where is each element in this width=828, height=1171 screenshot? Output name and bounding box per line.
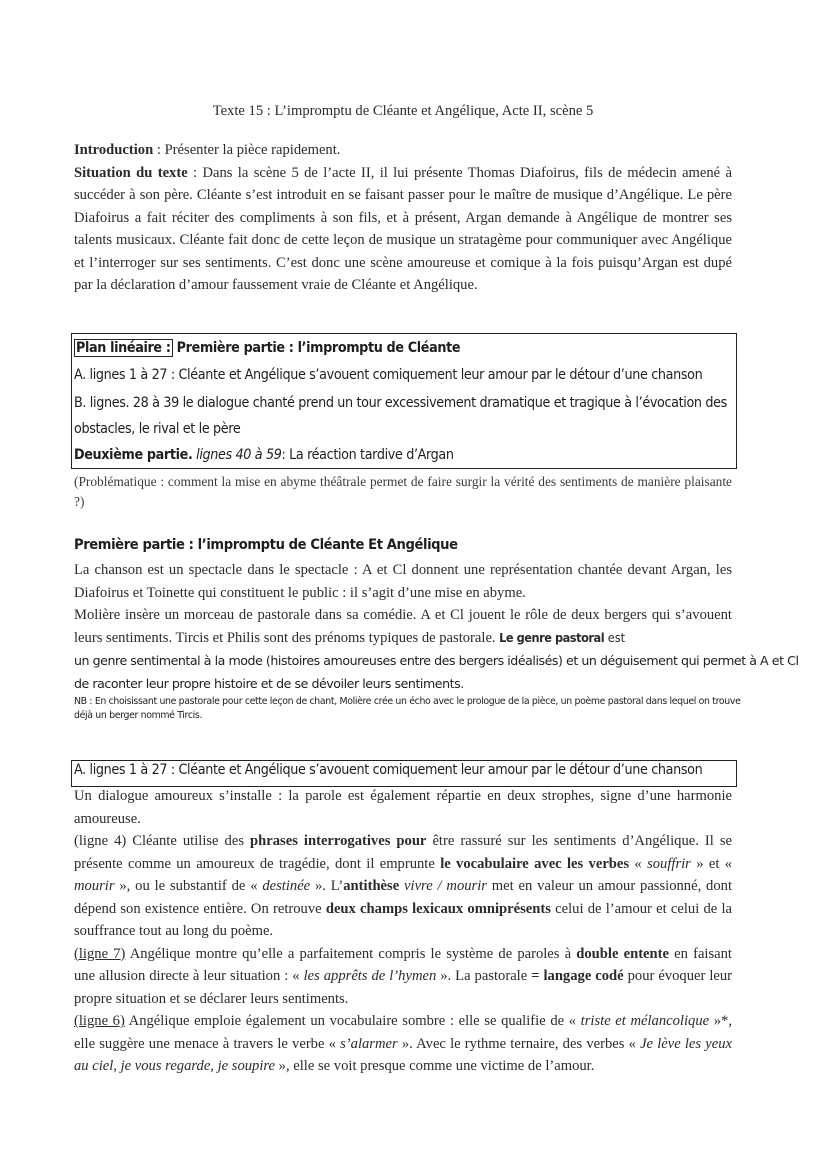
text-run: ». La pastorale [436, 968, 532, 984]
text-run: », ou le substantif de « [114, 878, 263, 894]
bold-run: antithèse [343, 878, 400, 894]
section-a-para3 [74, 943, 732, 1011]
section1-para2 [74, 604, 732, 649]
bold-run: = langage codé [531, 968, 624, 984]
plan-line-a: A. lignes 1 à 27 : Cléante et Angélique s’avouent comiquement leur amour par le détour d’une chanson [74, 367, 703, 383]
text-run: »*, elle suggère une menace à travers le verbe « [74, 1013, 732, 1052]
text-run: (ligne 4) Cléante utilise des [74, 833, 251, 849]
plan-part2-label: Deuxième partie. [74, 447, 193, 463]
section1-para1: La chanson est un spectacle dans le spectacle : A et Cl donnent une représentation chantée devant Argan, les Diafoirus et Toinette qui constituent le public : il s’agit d’une mise en abyme. [74, 562, 732, 601]
section-a-para1: Un dialogue amoureux s’installe : la parole est également répartie en deux strophes, signe d’une harmonie amoureuse. [74, 788, 732, 827]
situation-label: Situation du texte [74, 164, 188, 181]
line-ref: (ligne 7) [74, 945, 126, 962]
text-run: ». L’ [310, 878, 344, 894]
section-a-para2 [74, 830, 732, 943]
section1-heading: Première partie : l’impromptu de Cléante Et Angélique [74, 536, 458, 553]
situation-paragraph [74, 162, 732, 297]
situation-text: : Dans la scène 5 de l’acte II, il lui présente Thomas Diafoirus, fils de médecin amené à succéder à son père. Cléante s’est introduit en se faisant passer pour le maître de musique d’Angélique. Le père Diafoirus a fait réciter des compliments à son fils, et à présent, Argan demande à Angélique de montrer ses talents musicaux. Cléante fait donc de cette leçon de musique un stratagème pour communiquer avec Angélique et l’interroger sur ses sentiments. C’est donc une scène amoureuse et comique à la fois puisqu’Argan est dupé par la déclaration d’amour faussement vraie de Cléante et Angélique. [74, 164, 732, 293]
plan-part2-lines: lignes 40 à 59 [192, 447, 282, 463]
nb-line2: déjà un berger nommé Tircis. [74, 710, 203, 721]
section1-body [74, 559, 799, 723]
line-ref: (ligne 6) [74, 1013, 125, 1029]
plan-part1: Première partie : l’impromptu de Cléante [172, 340, 461, 356]
plan-heading-line [74, 340, 744, 356]
text-run: être rassuré sur les sentiments d’Angélique. Il se présente comme un amoureux de tragédie, dont il emprunte [74, 833, 732, 872]
italic-run: triste et mélancolique [580, 1013, 710, 1029]
genre-rest: est [604, 629, 626, 645]
plan-line-b1: B. lignes. 28 à 39 le dialogue chanté prend un tour excessivement dramatique et tragique à l’évocation des [74, 395, 727, 411]
problematique: (Problématique : comment la mise en abyme théâtrale permet de faire surgir la vérité des sentiments de manière plaisante ?) [74, 474, 732, 509]
text-run: « [629, 855, 648, 872]
section-a-para4 [74, 1010, 732, 1078]
bold-run: phrases interrogatives pour [250, 833, 427, 849]
italic-run: souffrir [647, 855, 691, 872]
genre-pastoral-bold: Le genre pastoral [495, 629, 605, 645]
plan-part2-line [74, 447, 744, 463]
nb-line1: NB : En choisissant une pastorale pour cette leçon de chant, Molière crée un écho avec le prologue de la pièce, un poème pastoral dans lequel on trouve [74, 696, 741, 707]
text-run: en faisant une allusion directe à leur situation : « [74, 945, 732, 984]
italic-run: les apprêts de l’hymen [303, 968, 437, 984]
bold-run: double entente [576, 945, 669, 962]
text-run: Angélique montre qu’elle a parfaitement compris le système de paroles à [125, 945, 577, 962]
italic-run: mourir [74, 878, 115, 894]
genre-line3: de raconter leur propre histoire et de se dévoiler leurs sentiments. [74, 676, 464, 691]
section1-para2-text: Molière insère un morceau de pastorale dans sa comédie. A et Cl jouent le rôle de deux bergers qui s’avouent leurs sentiments. Tircis et Philis sont des prénoms typiques de pastorale. [74, 607, 732, 646]
bold-run: deux champs lexicaux omniprésents [325, 900, 551, 917]
text-run: » et « [690, 855, 733, 872]
document-title: Texte 15 : L’impromptu de Cléante et Angélique, Acte II, scène 5 [212, 103, 594, 119]
genre-line2: un genre sentimental à la mode (histoires amoureuses entre des bergers idéalisés) et un déguisement qui permet à A et Cl [74, 653, 799, 668]
text-run: met en valeur un amour passionné, dont dépend son existence entière. On retrouve [74, 878, 733, 917]
italic-run: destinée [262, 878, 311, 894]
text-run: », elle se voit presque comme une victime de l’amour. [275, 1058, 595, 1074]
bold-run: le vocabulaire avec les verbes [440, 855, 630, 872]
introduction [74, 139, 732, 297]
italic-run: s’alarmer [340, 1035, 398, 1052]
text-run: celui de l’amour et celui de la souffrance tout au long du poème. [74, 900, 732, 939]
intro-paragraph [74, 139, 732, 162]
plan-part2-text: : La réaction tardive d’Argan [281, 447, 454, 463]
italic-run: vivre / mourir [404, 878, 487, 894]
section-a-body [74, 785, 732, 1078]
section-a-heading: A. lignes 1 à 27 : Cléante et Angélique s’avouent comiquement leur amour par le détour d’une chanson [74, 762, 703, 778]
italic-run: Je lève les yeux au ciel, je vous regarde, je soupire [74, 1035, 732, 1074]
text-run: Angélique emploie également un vocabulaire sombre : elle se qualifie de « [124, 1013, 581, 1029]
plan-line-b2: obstacles, le rival et le père [74, 421, 241, 437]
intro-label: Introduction [74, 142, 154, 158]
plan-label: Plan linéaire : [76, 340, 171, 356]
intro-text: : Présenter la pièce rapidement. [153, 142, 341, 158]
text-run: ». Avec le rythme ternaire, des verbes « [397, 1035, 641, 1052]
text-run: pour évoquer leur propre situation et se déclarer leurs sentiments. [74, 968, 733, 1007]
